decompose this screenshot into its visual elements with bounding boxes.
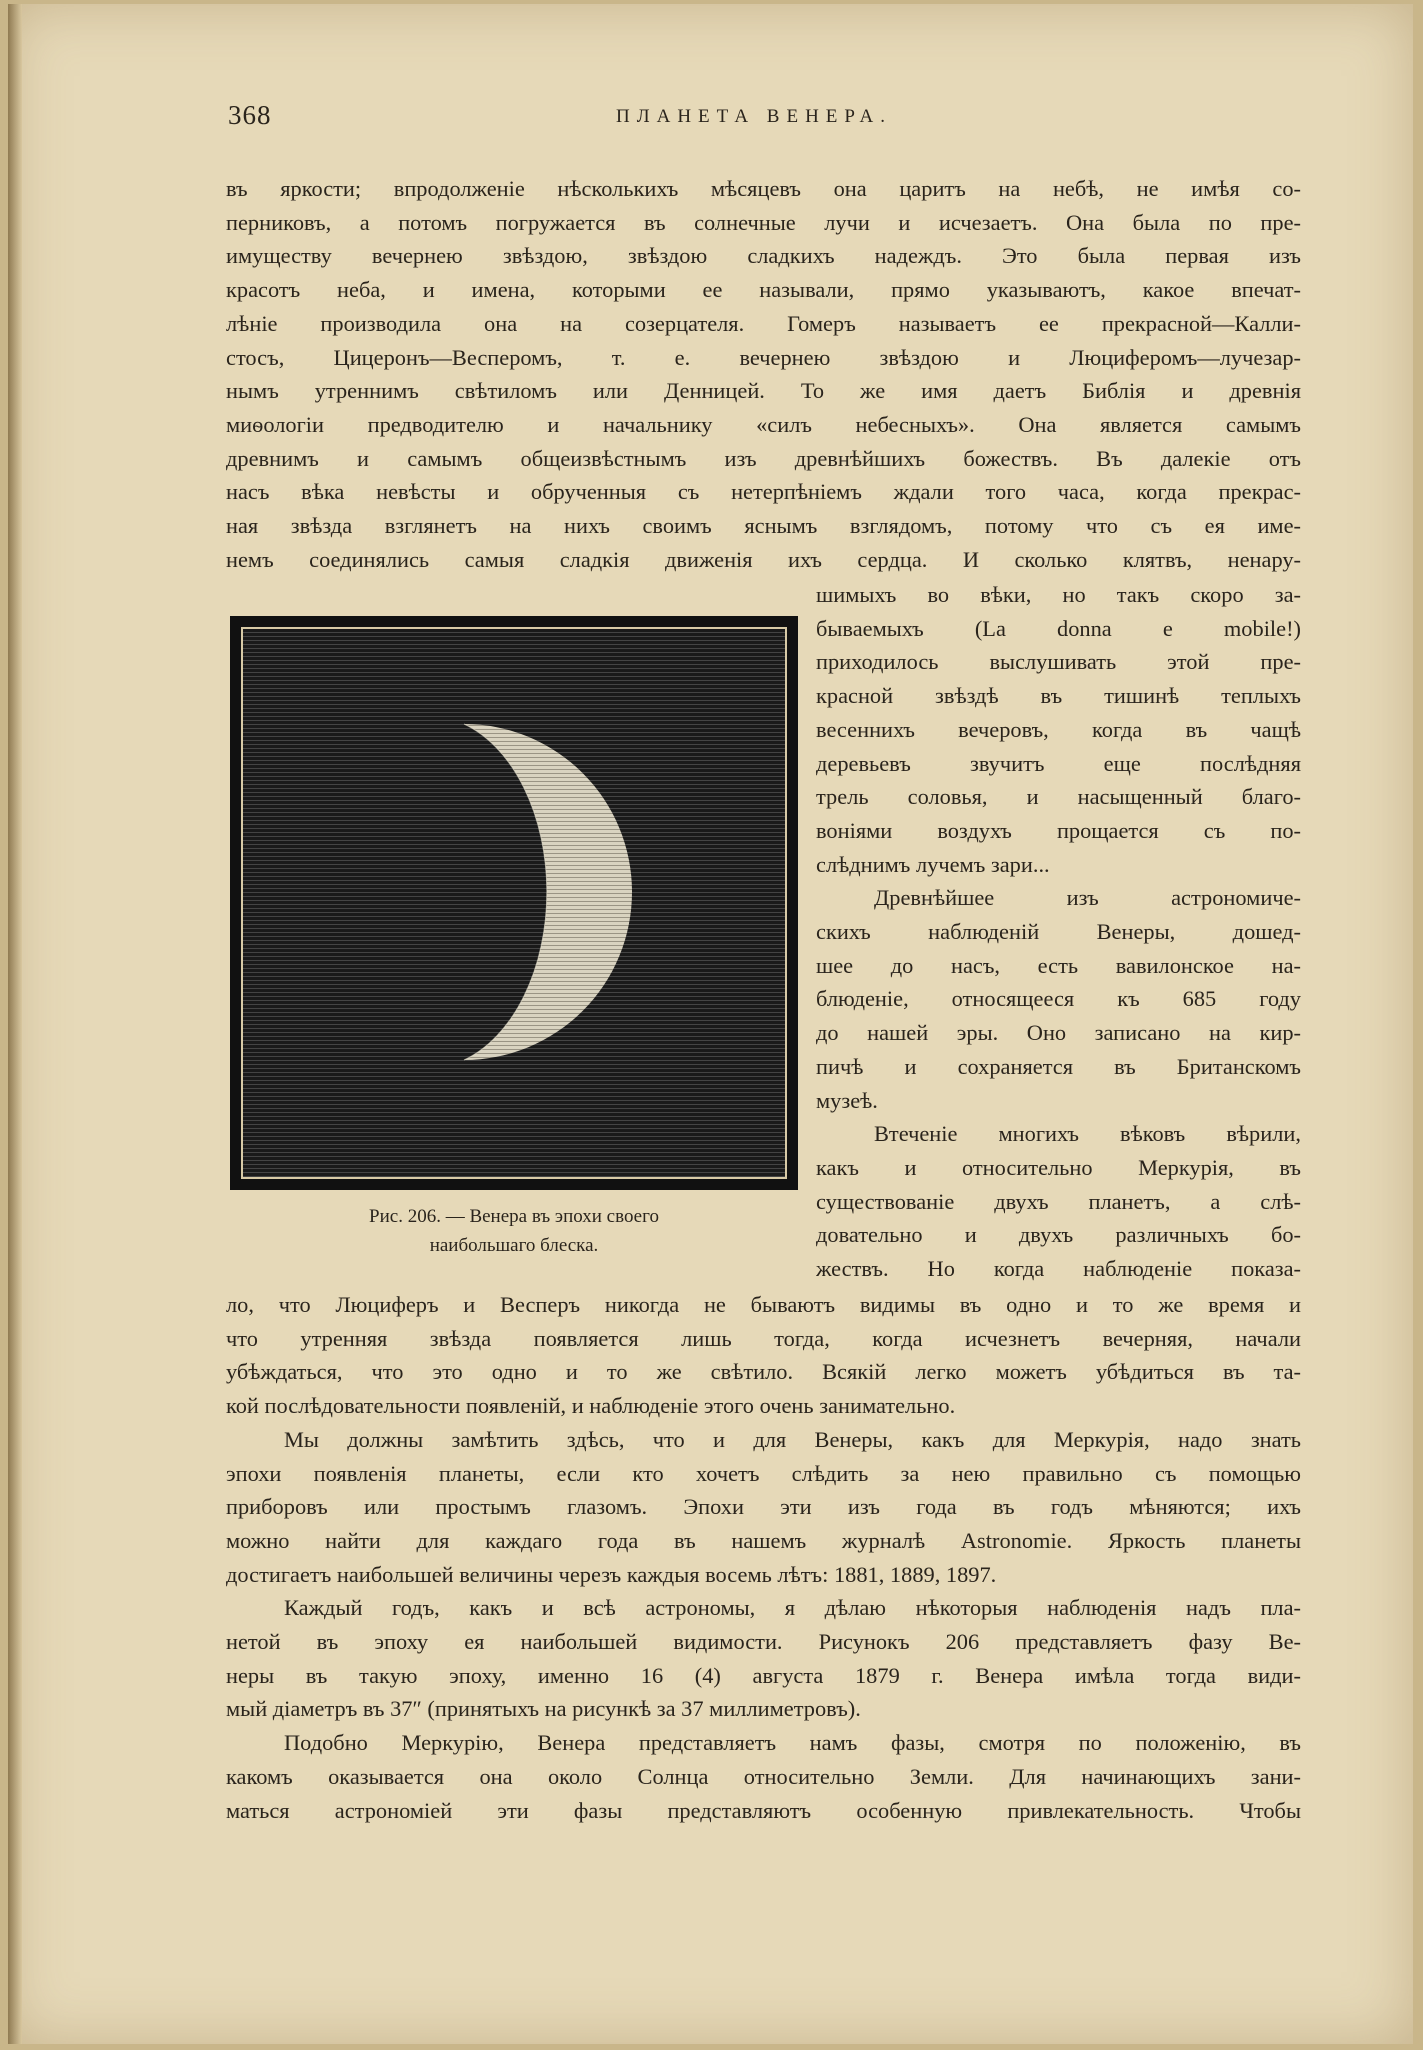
text-line: слѣднимъ лучемъ зари... (816, 851, 1050, 877)
text-line: шимыхъ во вѣки, но такъ скоро за- (816, 582, 1301, 607)
text-line: въ яркости; впродолженіе нѣсколькихъ мѣсяцевъ она царитъ на небѣ, не имѣя со- (226, 176, 1301, 201)
page (8, 4, 1413, 2044)
text-line: имуществу вечернею звѣздою, звѣздою сладкихъ надеждъ. Это была первая изъ (226, 243, 1301, 269)
text-line: ло, что Люциферъ и Весперъ никогда не бываютъ видимы въ одно и то же время и (226, 1292, 1301, 1317)
text-line: нетой въ эпоху ея наибольшей видимости. Рисунокъ 206 представляетъ фазу Ве- (226, 1629, 1301, 1655)
venus-figure (230, 616, 798, 1190)
text-block-right (816, 578, 1301, 1286)
text-line: стосъ, Цицеронъ—Весперомъ, т. е. вечернею звѣздою и Люциферомъ—лучезар- (226, 344, 1301, 370)
page-edge (8, 4, 22, 2044)
text-line: насъ вѣка невѣсты и обрученныя съ нетерпѣніемъ ждали того часа, когда прекрас- (226, 479, 1301, 505)
text-line: довательно и двухъ различныхъ бо- (816, 1222, 1301, 1248)
text-line: до нашей эры. Оно записано на кир- (816, 1020, 1301, 1046)
text-line: ная звѣзда взглянетъ на нихъ своимъ яснымъ взглядомъ, потому что съ ея име- (226, 513, 1301, 539)
figure-caption (230, 1202, 798, 1260)
text-line: шее до насъ, есть вавилонское на- (816, 952, 1301, 978)
text-line: весеннихъ вечеровъ, когда въ чащѣ (816, 716, 1301, 742)
text-line: убѣждаться, что это одно и то же свѣтило. Всякій легко можетъ убѣдиться въ та- (226, 1359, 1301, 1385)
text-line: какъ и относительно Меркурія, въ (816, 1154, 1301, 1180)
text-line: нымъ утреннимъ свѣтиломъ или Денницей. То же имя даетъ Библія и древнія (226, 378, 1301, 404)
page-header (216, 100, 1306, 136)
text-line: миѳологіи предводителю и начальнику «силъ небесныхъ». Она является самымъ (226, 411, 1301, 437)
figure-caption-line: наибольшаго блеска. (429, 1235, 599, 1256)
running-head: ПЛАНЕТА ВЕНЕРА. (616, 106, 892, 127)
text-block-bottom (226, 1288, 1301, 1827)
text-line: красной звѣздѣ въ тишинѣ теплыхъ (816, 683, 1301, 709)
text-line: немъ соединялись самыя сладкія движенія ихъ сердца. И сколько клятвъ, ненару- (226, 546, 1301, 572)
text-line: приходилось выслушивать этой пре- (816, 649, 1301, 675)
figure-caption-line: Рис. 206. — Венера въ эпохи своего (369, 1206, 659, 1227)
text-line: Древнѣйшее изъ астрономиче- (874, 885, 1301, 911)
text-line: Втеченіе многихъ вѣковъ вѣрили, (874, 1121, 1301, 1147)
text-line: красотъ неба, и имена, которыми ее называли, прямо указываютъ, какое впечат- (226, 277, 1301, 303)
text-line: мый діаметръ въ 37″ (принятыхъ на рисункѣ за 37 миллиметровъ). (226, 1696, 861, 1722)
text-line: приборовъ или простымъ глазомъ. Эпохи эти изъ года въ годъ мѣняются; ихъ (226, 1494, 1301, 1520)
text-line: что утренняя звѣзда появляется лишь тогда, когда исчезнетъ вечерняя, начали (226, 1325, 1301, 1351)
venus-crescent-image (232, 618, 796, 1188)
text-line: существованіе двухъ планетъ, а слѣ- (816, 1188, 1301, 1214)
text-block-top (226, 172, 1301, 576)
venus-crescent (232, 618, 796, 1188)
text-line: Мы должны замѣтить здѣсь, что и для Венеры, какъ для Меркурія, надо знать (284, 1426, 1301, 1452)
text-line: лѣніе производила она на созерцателя. Гомеръ называетъ ее прекрасной—Калли- (226, 310, 1301, 336)
text-line: бываемыхъ (La donna e mobile!) (816, 615, 1301, 641)
text-line: музеѣ. (816, 1087, 878, 1113)
text-line: древнимъ и самымъ общеизвѣстнымъ изъ древнѣйшихъ божествъ. Въ далекіе отъ (226, 445, 1301, 471)
page-number: 368 (228, 100, 272, 130)
text-line: перниковъ, а потомъ погружается въ солнечные лучи и исчезаетъ. Она была по пре- (226, 209, 1301, 235)
text-line: блюденіе, относящееся къ 685 году (816, 986, 1301, 1012)
text-line: трель соловья, и насыщенный благо- (816, 784, 1301, 810)
text-line: эпохи появленія планеты, если кто хочетъ слѣдить за нею правильно съ помощью (226, 1460, 1301, 1486)
text-line: воніями воздухъ прощается съ по- (816, 817, 1301, 843)
text-line: кой послѣдовательности появленій, и наблюденіе этого очень занимательно. (226, 1393, 956, 1419)
text-line: Каждый годъ, какъ и всѣ астрономы, я дѣлаю нѣкоторыя наблюденія надъ пла- (284, 1595, 1301, 1621)
text-line: маться астрономіей эти фазы представляютъ особенную привлекательность. Чтобы (226, 1797, 1301, 1823)
text-line: какомъ оказывается она около Солнца относительно Земли. Для начинающихъ зани- (226, 1763, 1301, 1789)
text-line: Подобно Меркурію, Венера представляетъ намъ фазы, смотря по положенію, въ (284, 1730, 1301, 1756)
text-line: жествъ. Но когда наблюденіе показа- (816, 1256, 1301, 1282)
text-line: деревьевъ звучитъ еще послѣдняя (816, 750, 1301, 776)
text-line: достигаетъ наибольшей величины черезъ каждыя восемь лѣтъ: 1881, 1889, 1897. (226, 1561, 997, 1587)
text-line: можно найти для каждаго года въ нашемъ журналѣ Astronomie. Яркость планеты (226, 1527, 1301, 1553)
text-line: пичѣ и сохраняется въ Британскомъ (816, 1053, 1301, 1079)
text-line: неры въ такую эпоху, именно 16 (4) августа 1879 г. Венера имѣла тогда види- (226, 1662, 1301, 1688)
text-line: скихъ наблюденій Венеры, дошед- (816, 919, 1301, 945)
